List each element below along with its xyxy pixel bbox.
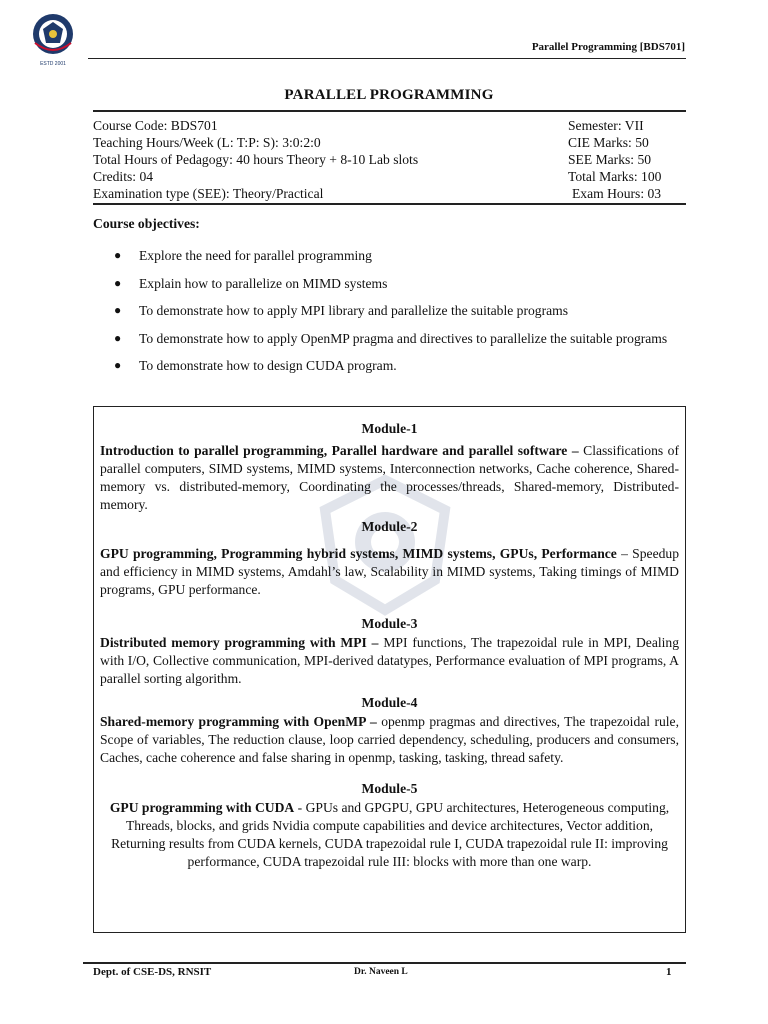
module-body: - GPUs and GPGPU, GPU architectures, Heterogeneous computing, Threads, blocks, and grids Nvidia compute capabilities and device architectures, Vector addition, Returning results from CUDA kernels, CUDA trapezoidal rule I, CUDA trapezoidal rule II: improving performance, CUDA trapezoidal rule III: blocks with more than one warp. xyxy=(111,800,670,869)
course-info-right: Total Marks: 100 xyxy=(568,169,662,184)
course-info-right: CIE Marks: 50 xyxy=(568,135,649,150)
course-info-left: Credits: 04 xyxy=(93,169,154,184)
module-body: – Speedup and efficiency in MIMD systems, Amdahl’s law, Scalability in MIMD systems, Taking timings of MIMD programs, GPU performance. xyxy=(100,546,679,597)
module-title: Module-3 xyxy=(361,616,418,631)
module-title: Module-2 xyxy=(361,519,418,534)
footer-divider xyxy=(83,962,686,964)
course-info-left: Examination type (SEE): Theory/Practical xyxy=(93,186,324,201)
course-info-left: Course Code: BDS701 xyxy=(93,118,218,133)
objectives-list xyxy=(93,243,686,381)
module-section xyxy=(100,615,679,688)
objective-text: To demonstrate how to apply OpenMP pragma and directives to parallelize the suitable programs xyxy=(139,330,668,346)
header-course-title: Parallel Programming [BDS701] xyxy=(531,41,685,53)
course-info-row xyxy=(93,117,686,134)
objective-item xyxy=(93,326,686,352)
module-section xyxy=(100,420,679,514)
course-info-left: Total Hours of Pedagogy: 40 hours Theory + 8-10 Lab slots xyxy=(93,152,419,167)
bullet-icon: ● xyxy=(114,330,122,345)
objectives-heading: Course objectives: xyxy=(93,216,200,231)
module-content xyxy=(100,545,679,599)
module-body: Classifications of parallel computers, SIMD systems, MIMD systems, Interconnection networks, Cache coherence, Shared-memory vs. distributed-memory, Coordinating the processes/threads, Shared-memory, Distributed-memory. xyxy=(100,443,679,512)
module-heading: GPU programming with CUDA xyxy=(109,800,295,815)
course-info-row xyxy=(93,168,686,185)
module-content xyxy=(100,442,679,514)
course-info-table xyxy=(93,110,686,205)
course-info-row xyxy=(93,134,686,151)
objective-text: Explore the need for parallel programming xyxy=(139,248,372,263)
header-divider xyxy=(88,58,686,59)
bullet-icon: ● xyxy=(114,275,122,290)
module-content xyxy=(100,634,679,688)
objective-text: To demonstrate how to design CUDA program. xyxy=(139,358,397,373)
bullet-icon: ● xyxy=(114,248,122,262)
course-info-right: Exam Hours: 03 xyxy=(572,186,662,201)
objective-item xyxy=(93,243,686,269)
module-heading: GPU programming, Programming hybrid systems, MIMD systems, GPUs, Performance xyxy=(100,546,617,561)
module-title: Module-4 xyxy=(361,695,418,710)
module-content xyxy=(100,713,679,767)
footer-department: Dept. of CSE-DS, RNSIT xyxy=(93,966,212,978)
logo-est-text: ESTD 2001 xyxy=(40,61,66,67)
module-body: MPI functions, The trapezoidal rule in MPI, Dealing with I/O, Collective communication, MPI-derived datatypes, Performance evaluation of MPI programs, A parallel sorting algorithm. xyxy=(100,635,680,686)
module-title: Module-1 xyxy=(361,421,418,436)
module-heading: Shared-memory programming with OpenMP – xyxy=(100,714,377,729)
module-title: Module-5 xyxy=(361,781,418,796)
objective-item xyxy=(93,271,686,297)
module-section xyxy=(100,694,679,767)
footer-author: Dr. Naveen L xyxy=(354,967,408,977)
module-content xyxy=(100,799,679,871)
bullet-icon: ● xyxy=(114,358,122,372)
modules-box xyxy=(93,406,686,933)
course-info-row xyxy=(93,151,686,168)
module-section xyxy=(100,780,679,871)
module-heading: Distributed memory programming with MPI – xyxy=(100,635,379,650)
course-info-row xyxy=(93,185,686,202)
objective-text: To demonstrate how to apply MPI library and parallelize the suitable programs xyxy=(139,303,569,318)
document-title: PARALLEL PROGRAMMING xyxy=(284,87,494,103)
page-number: 1 xyxy=(666,966,672,978)
bullet-icon: ● xyxy=(114,303,122,317)
module-body: openmp pragmas and directives, The trapezoidal rule, Scope of variables, The reduction clause, loop carried dependency, scheduling, producers and consumers, Caches, cache coherence and false sharing in openmp, tasking, tasking, thread safety. xyxy=(100,714,679,765)
course-info-right: SEE Marks: 50 xyxy=(568,152,652,167)
objective-item xyxy=(93,353,686,379)
course-info-left: Teaching Hours/Week (L: T:P: S): 3:0:2:0 xyxy=(93,135,321,150)
module-section xyxy=(100,518,679,599)
objective-text: Explain how to parallelize on MIMD systems xyxy=(139,275,388,291)
module-heading: Introduction to parallel programming, Parallel hardware and parallel software – xyxy=(100,443,579,458)
course-info-right: Semester: VII xyxy=(568,118,644,133)
objective-item xyxy=(93,298,686,324)
